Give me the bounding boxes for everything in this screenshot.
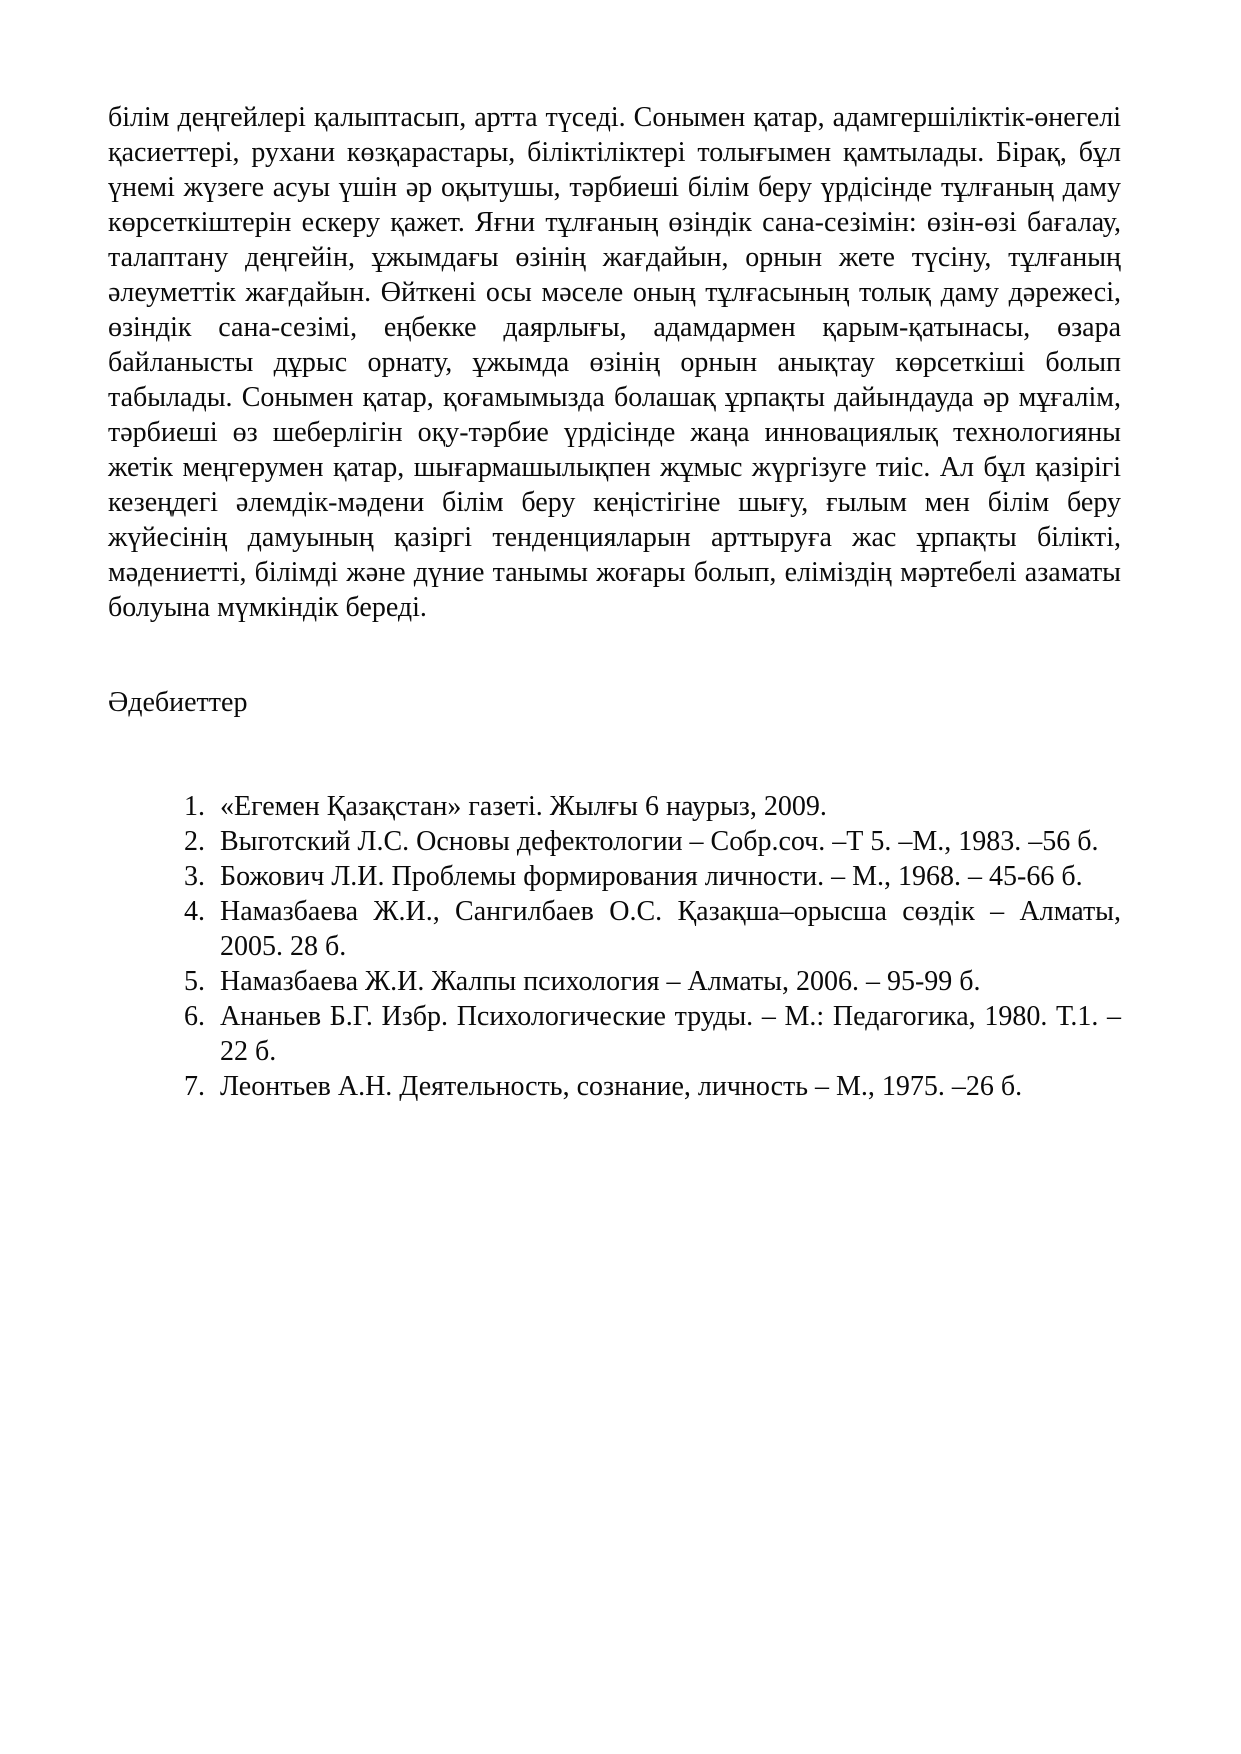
reference-item: 3. Божович Л.И. Проблемы формирования личности. – М., 1968. – 45-66 б.	[212, 859, 1121, 894]
reference-item: 7. Леонтьев А.Н. Деятельность, сознание, личность – М., 1975. –26 б.	[212, 1069, 1121, 1104]
reference-item: 2. Выготский Л.С. Основы дефектологии – Собр.соч. –Т 5. –М., 1983. –56 б.	[212, 824, 1121, 859]
reference-item: 4. Намазбаева Ж.И., Сангилбаев О.С. Қазақша–орысша сөздік – Алматы, 2005. 28 б.	[212, 894, 1121, 964]
reference-item: 1. «Егемен Қазақстан» газеті. Жылғы 6 наурыз, 2009.	[212, 789, 1121, 824]
references-list	[108, 789, 1121, 1104]
body-paragraph: білім деңгейлері қалыптасып, артта түседі. Сонымен қатар, адамгершіліктік-өнегелі қасиеттері, рухани көзқарастары, біліктіліктері толығымен қамтылады. Бірақ, бұл үнемі жүзеге асуы үшін әр оқытушы, тәрбиеші білім беру үрдісінде тұлғаның даму көрсеткіштерін ескеру қажет. Яғни тұлғаның өзіндік сана-сезімін: өзін-өзі бағалау, талаптану деңгейін, ұжымдағы өзінің жағдайын, орнын жете түсіну, тұлғаның әлеуметтік жағдайын. Өйткені осы мәселе оның тұлғасының толық даму дәрежесі, өзіндік сана-сезімі, еңбекке даярлығы, адамдармен қарым-қатынасы, өзара байланысты дұрыс орнату, ұжымда өзінің орнын анықтау көрсеткіші болып табылады. Сонымен қатар, қоғамымызда болашақ ұрпақты дайындауда әр мұғалім, тәрбиеші өз шеберлігін оқу-тәрбие үрдісінде жаңа инновациялық технологияны жетік меңгерумен қатар, шығармашылықпен жұмыс жүргізуге тиіс. Ал бұл қазірігі кезеңдегі әлемдік-мәдени білім беру кеңістігіне шығу, ғылым мен білім беру жүйесінің дамуының қазіргі тенденцияларын арттыруға жас ұрпақты білікті, мәдениетті, білімді және дүние танымы жоғары болып, еліміздің мәртебелі азаматы болуына мүмкіндік береді.	[108, 102, 1121, 623]
reference-item: 6. Ананьев Б.Г. Избр. Психологические труды. – М.: Педагогика, 1980. Т.1. –22 б.	[212, 999, 1121, 1069]
references-heading: Әдебиеттер	[108, 687, 248, 718]
reference-item: 5. Намазбаева Ж.И. Жалпы психология – Алматы, 2006. – 95-99 б.	[212, 964, 1121, 999]
